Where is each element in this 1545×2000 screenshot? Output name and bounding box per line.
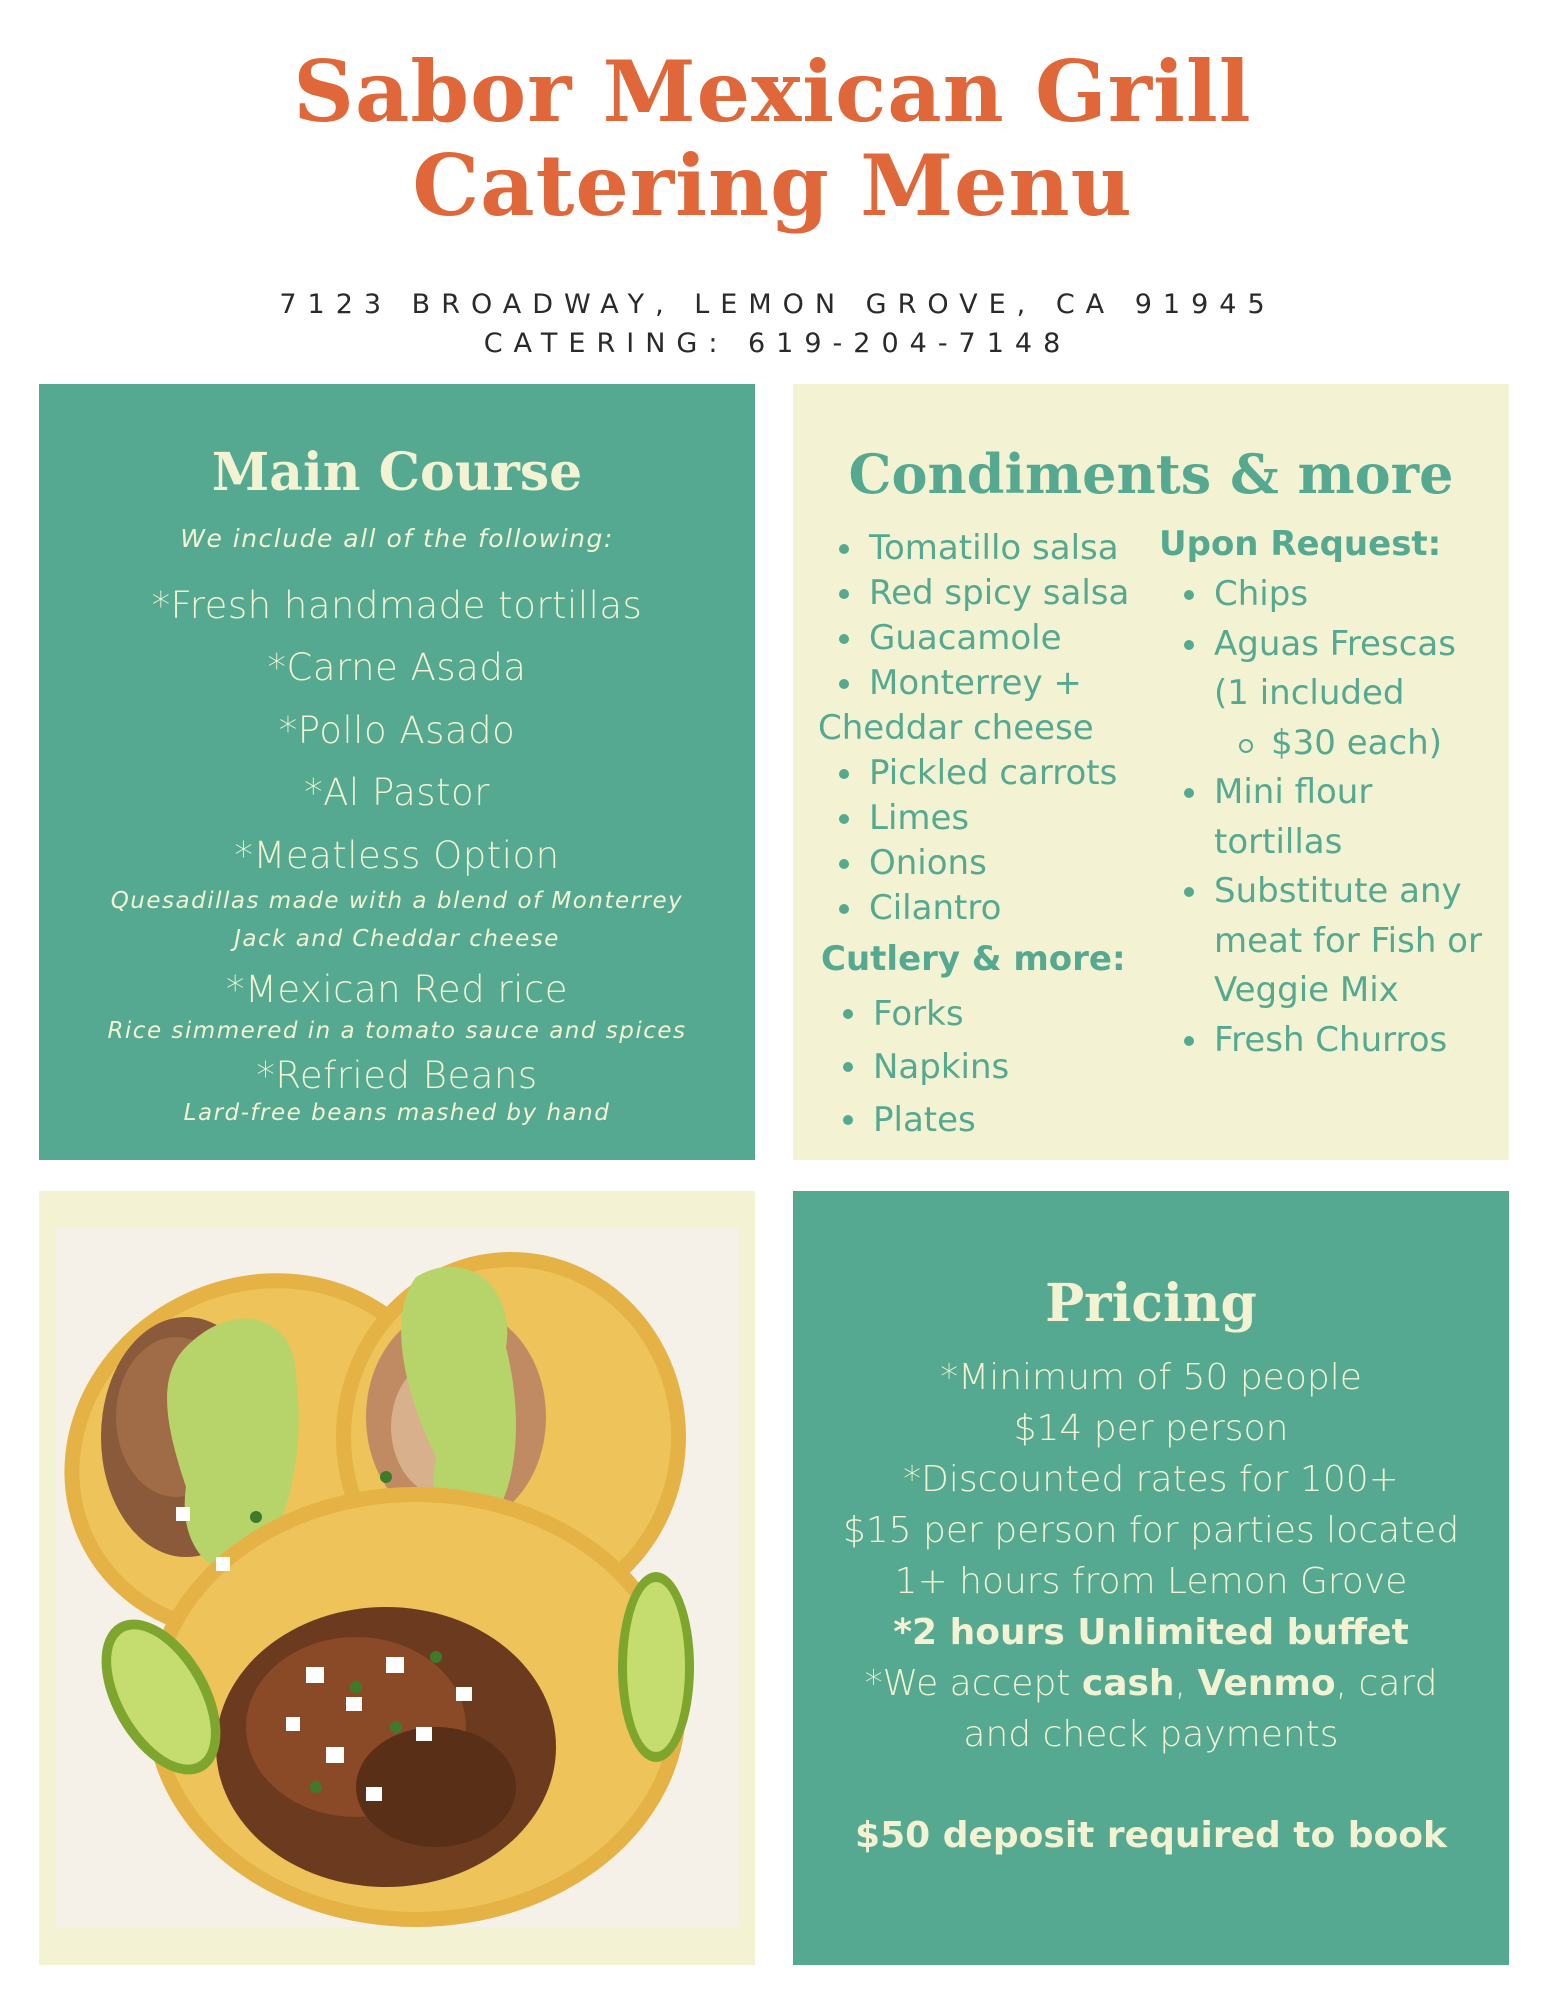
main-course-heading: Main Course [211,442,583,503]
main-item-description: Lard-free beans mashed by hand [183,1100,611,1126]
main-item: *Pollo Asado [278,709,516,752]
cutlery-list [838,988,1138,1147]
payment-venmo: Venmo [1197,1663,1336,1704]
main-item: *Carne Asada [267,646,527,689]
list-item: Aguas Frescas [1179,620,1509,670]
main-item: *Meatless Option [234,834,560,877]
catering-phone: CATERING: 619-204-7148 [483,328,1072,359]
tacos-photo [56,1227,739,1927]
condiments-list [818,526,1164,931]
list-item: Chips [1179,570,1509,620]
tacos-illustration [56,1227,739,1927]
list-item: Red spicy salsa [834,571,1164,616]
list-item: Onions [834,841,1164,886]
pricing-line: *Minimum of 50 people [940,1357,1362,1398]
list-item: tortillas [1214,821,1343,862]
main-item: *Mexican Red rice [225,968,569,1011]
main-course-intro: We include all of the following: [180,524,614,553]
condiments-heading: Condiments & more [848,442,1454,506]
list-item: Veggie Mix [1214,970,1399,1010]
pricing-line-bold: *2 hours Unlimited buffet [893,1612,1409,1653]
pricing-line: 1+ hours from Lemon Grove [894,1561,1408,1602]
main-course-panel [39,384,755,1160]
list-item: Cheddar cheese [818,708,1094,748]
upon-request-heading: Upon Request: [1159,524,1442,564]
list-item: Substitute any [1179,867,1509,917]
list-item: Fresh Churros [1179,1016,1509,1066]
main-item: *Refried Beans [256,1054,538,1097]
pricing-line: $15 per person for parties located [842,1510,1460,1551]
pricing-heading: Pricing [1045,1273,1257,1334]
list-item: Pickled carrots [834,751,1164,796]
list-item: meat for Fish or [1214,920,1482,961]
payment-cash: cash [1081,1663,1175,1704]
payment-methods [793,1663,1509,1704]
payment-prefix: *We accept [864,1663,1082,1704]
list-item: Limes [834,796,1164,841]
main-item: *Fresh handmade tortillas [151,584,643,627]
pricing-line: *Discounted rates for 100+ [903,1459,1399,1500]
condiments-panel [793,384,1509,1160]
photo-panel [39,1191,755,1965]
title-line-1: Sabor Mexican Grill [293,42,1252,141]
payment-comma: , [1174,1663,1198,1704]
deposit-note: $50 deposit required to book [855,1815,1447,1856]
cutlery-heading: Cutlery & more: [821,939,1126,979]
main-item-description: Jack and Cheddar cheese [234,926,560,952]
list-item: Napkins [838,1041,1138,1094]
main-item-description: Rice simmered in a tomato sauce and spices [107,1018,687,1044]
list-item: Mini flour [1179,768,1509,818]
list-item: Monterrey + [834,661,1164,706]
payment-suffix: , card [1335,1663,1438,1704]
address: 7123 BROADWAY, LEMON GROVE, CA 91945 [279,289,1276,320]
pricing-panel [793,1191,1509,1965]
list-item: Guacamole [834,616,1164,661]
main-item-description: Quesadillas made with a blend of Monterrey [110,888,684,914]
pricing-line: $14 per person [1013,1408,1289,1449]
list-item: (1 included [1214,673,1405,713]
main-item: *Al Pastor [304,771,490,814]
list-item: Tomatillo salsa [834,526,1164,571]
list-item: Plates [838,1094,1138,1147]
pricing-line: and check payments [963,1714,1339,1755]
list-item: $30 each) [1179,719,1509,769]
list-item: Forks [838,988,1138,1041]
upon-request-list [1179,570,1509,1065]
title-line-2: Catering Menu [412,136,1133,235]
list-item: Cilantro [834,886,1164,931]
